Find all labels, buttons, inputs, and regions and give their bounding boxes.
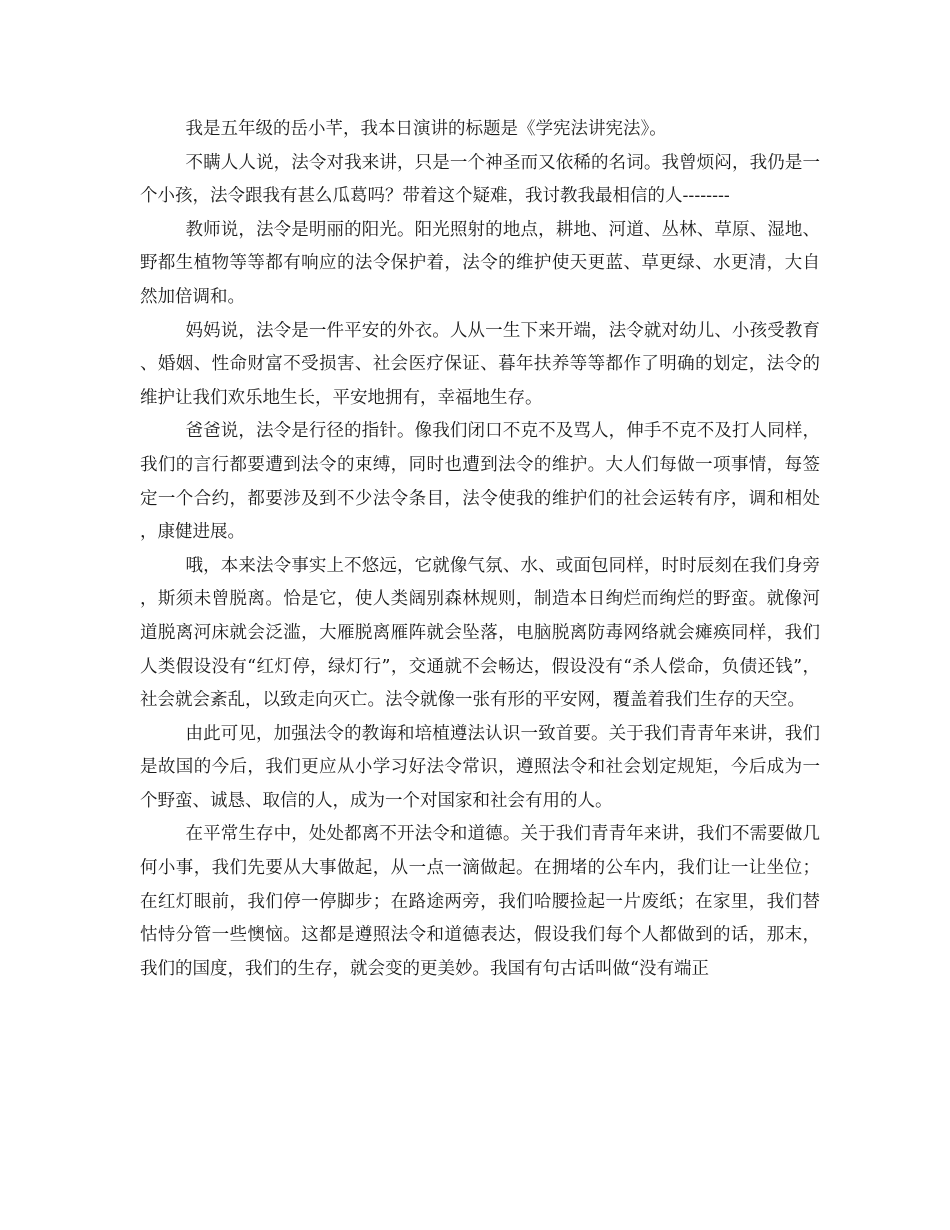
paragraph-mother: 妈妈说，法令是一件平安的外衣。人从一生下来开端，法令就对幼儿、小孩受教育、婚姻、性命财富不受损害、社会医疗保证、暮年扶养等等都作了明确的划定，法令的维护让我们欢乐地生长，平安地拥有，幸福地生存。 (140, 320, 820, 408)
paragraph-intro: 我是五年级的岳小芊，我本日演讲的标题是《学宪法讲宪法》。 (185, 119, 667, 139)
paragraph-question: 不瞒人人说，法令对我来讲，只是一个神圣而又依稀的名词。我曾烦闷，我仍是一个小孩，法令跟我有甚么瓜葛吗？带着这个疑难，我讨教我最相信的人-------- (140, 152, 820, 207)
paragraph-education: 由此可见，加强法令的教诲和培植遵法认识一致首要。关于我们青青年来讲，我们是故国的今后，我们更应从小学习好法令常识，遵照法令和社会划定规矩，今后成为一个野蛮、诚恳、取信的人，成为一个对国家和社会有用的人。 (140, 723, 820, 811)
paragraph-realization: 哦，本来法令事实上不悠远，它就像气氛、水、或面包同样，时时辰刻在我们身旁，斯须未曾脱离。恰是它，使人类阔别森林规则，制造本日绚烂而绚烂的野蛮。就像河道脱离河床就会泛滥，大雁脱离雁阵就会坠落，电脑脱离防毒网络就会瘫痪同样，我们人类假设没有“红灯停，绿灯行”，交通就不会畅达，假设没有“杀人偿命，负债还钱”，社会就会紊乱，以致走向灭亡。法令就像一张有形的平安网，覆盖着我们生存的天空。 (140, 555, 820, 711)
document-body (140, 113, 820, 986)
paragraph-teacher: 教师说，法令是明丽的阳光。阳光照射的地点，耕地、河道、丛林、草原、湿地、野都生植物等等都有响应的法令保护着，法令的维护使天更蓝、草更绿、水更清，大自然加倍调和。 (140, 219, 820, 307)
paragraph-daily-life: 在平常生存中，处处都离不开法令和道德。关于我们青青年来讲，我们不需要做几何小事，我们先要从大事做起，从一点一滴做起。在拥堵的公车内，我们让一让坐位；在红灯眼前，我们停一停脚步；在路途两旁，我们哈腰捡起一片废纸；在家里，我们替怙恃分管一些懊恼。这都是遵照法令和道德表达，假设我们每个人都做到的话，那末，我们的国度，我们的生存，就会变的更美妙。我国有句古话叫做“没有端正 (140, 824, 820, 979)
paragraph-father: 爸爸说，法令是行径的指针。像我们闭口不克不及骂人，伸手不克不及打人同样，我们的言行都要遭到法令的束缚，同时也遭到法令的维护。大人们每做一项事情，每签定一个合约，都要涉及到不少法令条目，法令使我的维护们的社会运转有序，调和相处，康健进展。 (140, 421, 820, 543)
